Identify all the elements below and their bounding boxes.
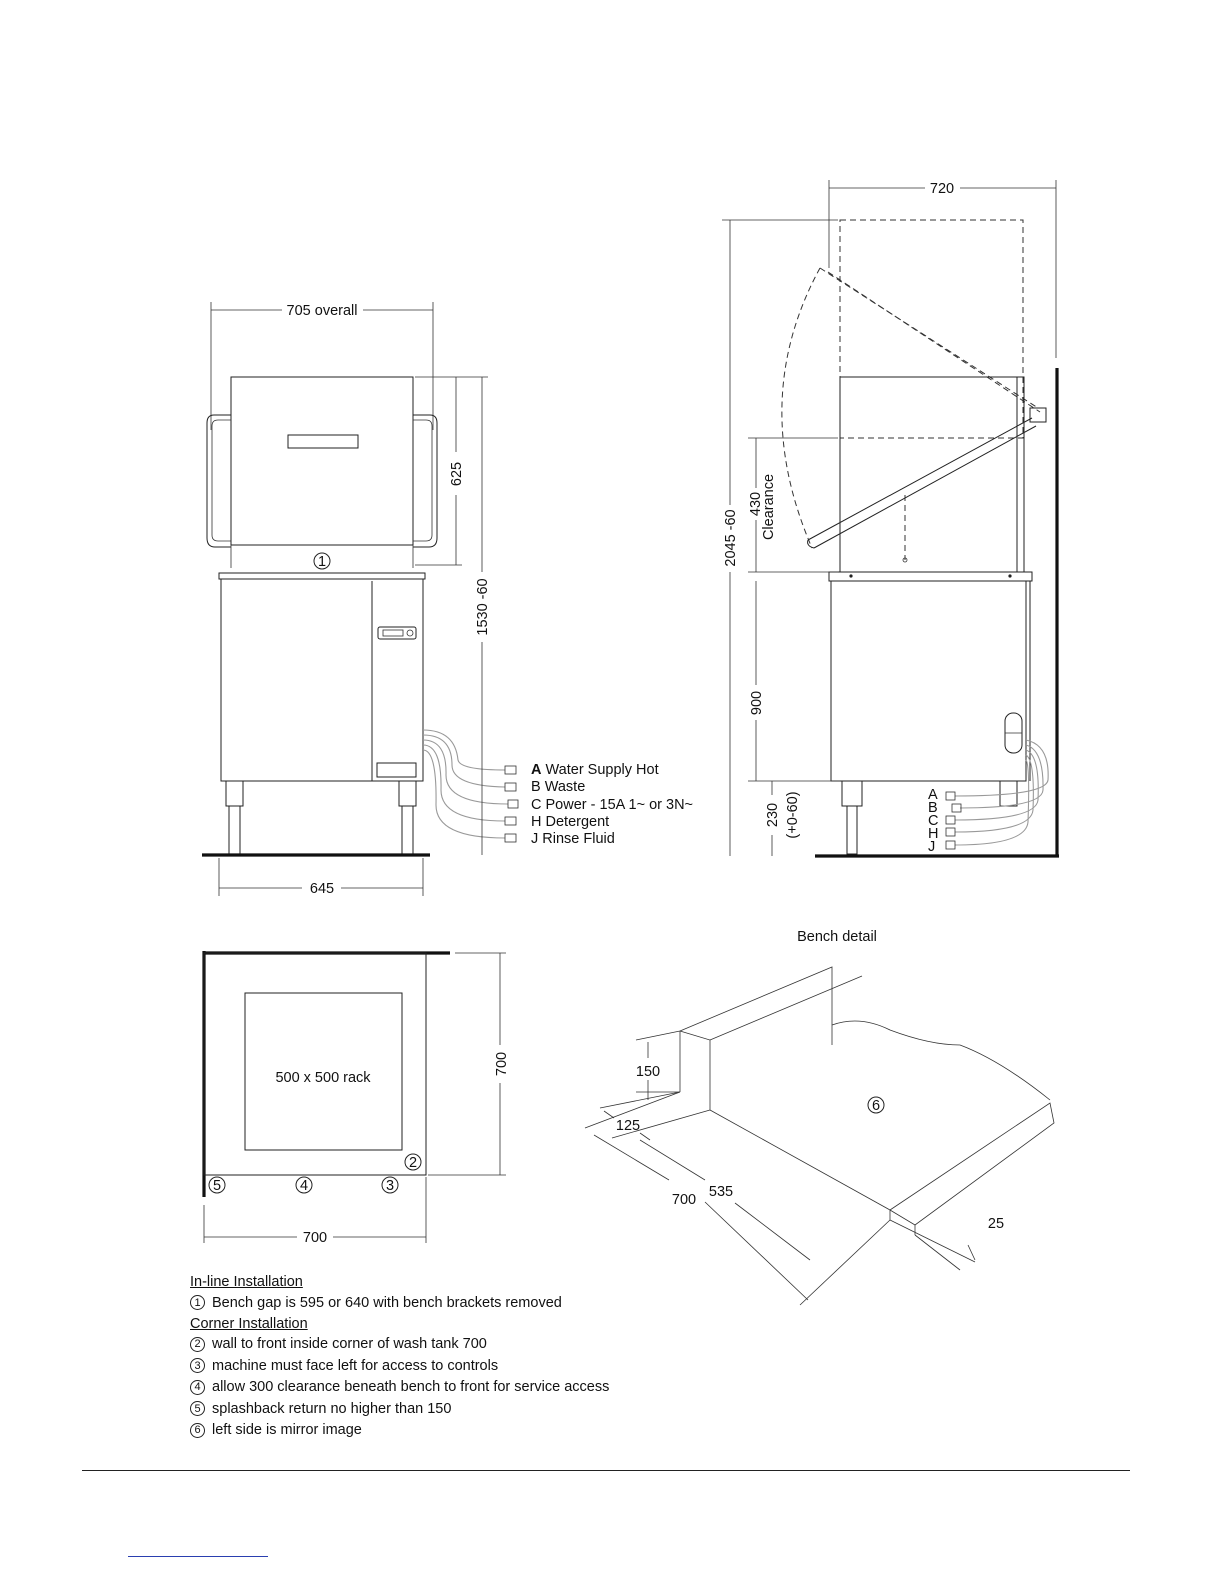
- dim-splash-depth: 125: [615, 1118, 641, 1134]
- note-item-3: [190, 1355, 890, 1377]
- inline-installation-heading: In-line Installation: [190, 1274, 303, 1290]
- side-connection-a: A: [928, 787, 938, 803]
- connections-legend: [531, 762, 693, 847]
- plan-marker-3: 3: [385, 1178, 395, 1194]
- dim-lip: 25: [987, 1216, 1005, 1232]
- dim-base-width: 645: [309, 881, 335, 897]
- note-number: 5: [190, 1401, 205, 1416]
- dim-inner-depth: 535: [708, 1184, 734, 1200]
- dim-clearance-label: Clearance: [761, 473, 777, 541]
- marker-bench-gap: 1: [317, 554, 327, 570]
- note-number: 3: [190, 1358, 205, 1373]
- note-text: left side is mirror image: [212, 1422, 362, 1439]
- connection-b: B Waste: [531, 779, 586, 795]
- note-text: allow 300 clearance beneath bench to front for service access: [212, 1379, 610, 1396]
- dim-open-height: 2045 -60: [723, 509, 739, 567]
- side-connection-c: C: [928, 813, 939, 829]
- note-number: 6: [190, 1423, 205, 1438]
- dim-leg-height: 230: [765, 802, 781, 828]
- note-text: machine must face left for access to controls: [212, 1357, 499, 1374]
- plan-dim-depth: 700: [494, 1051, 510, 1077]
- dim-leg-adjust: (+0-60): [785, 791, 801, 839]
- dim-hood-height: 625: [449, 461, 465, 487]
- side-connection-h: H: [928, 826, 939, 842]
- bench-detail-title: Bench detail: [797, 929, 877, 945]
- note-item-5: [190, 1398, 890, 1420]
- dim-overall-width: 705 overall: [286, 303, 358, 319]
- installation-notes: [190, 1272, 890, 1441]
- note-text: splashback return no higher than 150: [212, 1400, 452, 1417]
- note-number: 2: [190, 1337, 205, 1352]
- bench-marker-6: 6: [871, 1098, 881, 1114]
- dim-side-depth: 720: [929, 181, 955, 197]
- note-item-6: [190, 1420, 890, 1442]
- side-connection-b: B: [928, 800, 938, 816]
- plan-marker-2: 2: [408, 1155, 418, 1171]
- dim-total-height: 1530 -60: [475, 578, 491, 636]
- note-number: 4: [190, 1380, 205, 1395]
- side-connection-j: J: [928, 839, 936, 855]
- plan-view: [204, 951, 510, 1246]
- connection-a: A Water Supply Hot: [531, 762, 659, 778]
- connection-h: H Detergent: [531, 814, 610, 830]
- plan-marker-4: 4: [299, 1178, 309, 1194]
- dim-bench-height: 900: [749, 690, 765, 716]
- dim-splash-height: 150: [635, 1064, 661, 1080]
- note-text: wall to front inside corner of wash tank 700: [212, 1336, 487, 1353]
- footer-link-underline[interactable]: [128, 1556, 268, 1557]
- note-text: Bench gap is 595 or 640 with bench brackets removed: [212, 1294, 562, 1311]
- note-item-2: [190, 1334, 890, 1356]
- note-item-4: [190, 1377, 890, 1399]
- note-item-1: [190, 1292, 890, 1314]
- rack-label: 500 x 500 rack: [275, 1070, 371, 1086]
- note-number: 1: [190, 1295, 205, 1310]
- plan-marker-5: 5: [212, 1178, 222, 1194]
- footer-divider: [82, 1470, 1130, 1471]
- bench-detail: [585, 929, 1054, 1305]
- front-view: [202, 302, 518, 897]
- connection-c: C Power - 15A 1~ or 3N~: [531, 797, 694, 813]
- connection-j: J Rinse Fluid: [531, 831, 615, 847]
- plan-dim-width: 700: [302, 1230, 328, 1246]
- dim-total-depth: 700: [671, 1192, 697, 1208]
- corner-installation-heading: Corner Installation: [190, 1315, 308, 1332]
- dim-clearance-value: 430: [748, 491, 764, 517]
- side-view: [722, 180, 1059, 856]
